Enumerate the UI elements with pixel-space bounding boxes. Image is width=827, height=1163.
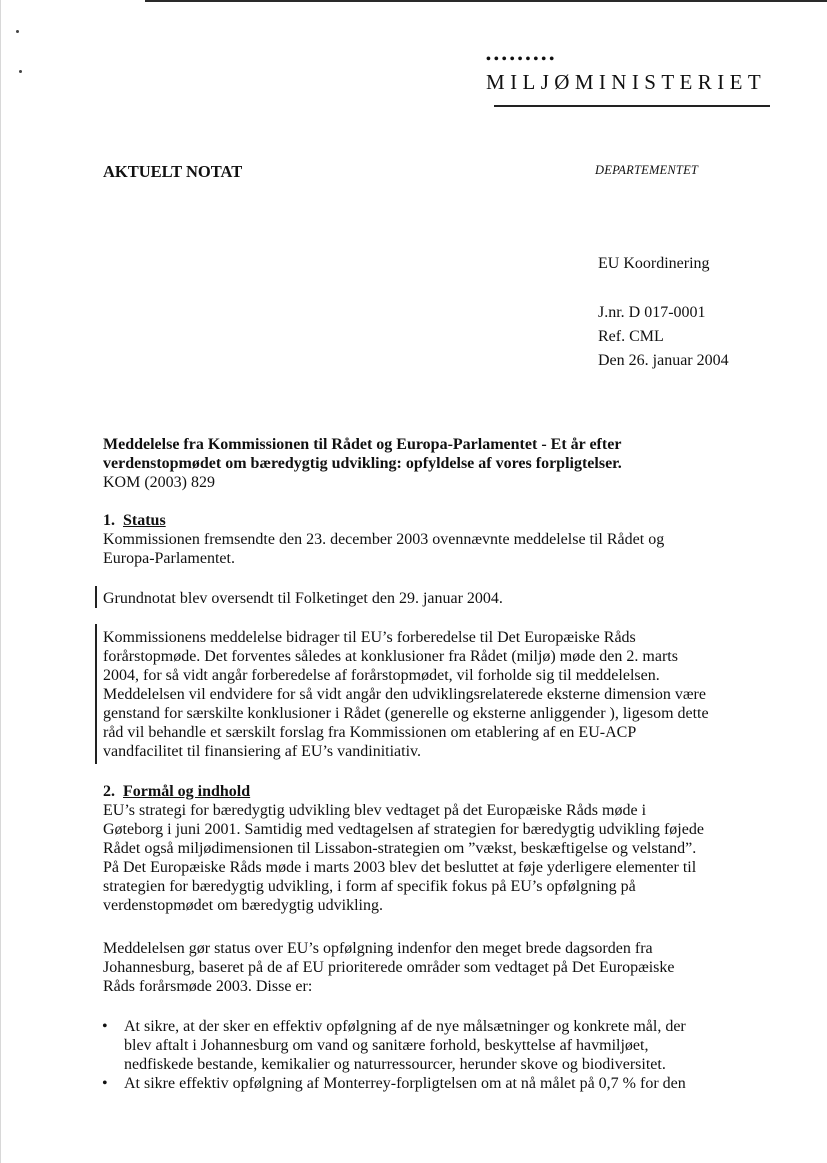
ministry-name: MILJØMINISTERIET — [486, 70, 767, 94]
section-2-para-2 — [103, 939, 743, 996]
text-line: EU’s strategi for bæredygtig udvikling blev vedtaget på det Europæiske Råds møde i — [103, 802, 647, 819]
text-line: Europa-Parlamentet. — [103, 550, 235, 567]
section-1-number: 1. — [103, 512, 115, 529]
text-line: Meddelelsen vil endvidere for så vidt angår den udviklingsrelaterede eksterne dimension være — [103, 686, 706, 703]
section-1-heading — [103, 511, 743, 530]
text-line: verdenstopmødet om bæredygtig udvikling. — [103, 897, 383, 914]
text-line: Johannesburg, baseret på de af EU prioriterede områder som vedtaget på Det Europæiske — [103, 959, 675, 976]
text-line: Kommissionens meddelelse bidrager til EU’s forberedelse til Det Europæiske Råds — [103, 629, 636, 646]
text-line: Gøteborg i juni 2001. Samtidig med vedtagelsen af strategien for bæredygtig udvikling føjede — [103, 821, 704, 838]
text-line: vandfacilitet til finansiering af EU’s vandinitiativ. — [103, 743, 421, 760]
text-line: På Det Europæiske Råds møde i marts 2003 blev det besluttet at føje yderligere elementer til — [103, 859, 697, 876]
subject-line-1: Meddelelse fra Kommissionen til Rådet og Europa-Parlamentet - Et år efter — [103, 436, 622, 453]
scan-left-edge — [0, 0, 1, 1163]
subject-line-2: verdenstopmødet om bæredygtig udvikling: opfyldelse af vores forpligtelser. — [103, 455, 622, 472]
text-line: forårstopmøde. Det forventes således at konklusioner fra Rådet (miljø) møde den 2. marts — [103, 648, 678, 665]
scan-speck — [16, 30, 19, 33]
list-item — [100, 1074, 750, 1093]
text-line: Råds forårsmøde 2003. Disse er: — [103, 978, 313, 995]
department-label: DEPARTEMENTET — [595, 163, 699, 177]
section-1-title: Status — [123, 512, 166, 529]
text-line: råd vil behandle et særskilt forslag fra Kommissionen om etablering af en EU-ACP — [103, 724, 637, 741]
section-2-heading — [103, 782, 743, 801]
text-line: genstand for særskilte konklusioner i Rådet (generelle og eksterne anliggender ), ligesom dette — [103, 705, 709, 722]
text-line: At sikre, at der sker en effektiv opfølgning af de nye målsætninger og konkrete mål, der — [124, 1018, 686, 1035]
bullet-icon: • — [102, 1018, 108, 1035]
text-line: Rådet også miljødimensionen til Lissabon-strategien om ”vækst, beskæftigelse og velstand”. — [103, 840, 697, 857]
letterhead-rule — [494, 105, 770, 107]
priority-list — [100, 1017, 750, 1093]
text-line: Kommissionen fremsendte den 23. december 2003 ovennævnte meddelelse til Rådet og — [103, 531, 665, 548]
text-line: nedfiskede bestande, kemikalier og naturressourcer, herunder skove og biodiversitet. — [124, 1056, 666, 1073]
scan-speck — [19, 70, 22, 73]
section-1-para-1 — [103, 530, 743, 568]
section-2-para-1 — [103, 801, 763, 915]
letterhead-dots: ••••••••• — [486, 52, 558, 67]
reference-code: Ref. CML — [598, 328, 664, 345]
document-date: Den 26. januar 2004 — [598, 352, 729, 369]
subject-kom: KOM (2003) 829 — [103, 474, 215, 491]
section-2-number: 2. — [103, 783, 115, 800]
section-1-para-2: Grundnotat blev oversendt til Folketinget den 29. januar 2004. — [103, 590, 503, 607]
document-type: AKTUELT NOTAT — [103, 162, 243, 181]
text-line: strategien for bæredygtig udvikling, i form af specifik fokus på EU’s opfølgning på — [103, 878, 636, 895]
unit-label: EU Koordinering — [598, 255, 710, 272]
text-line: 2004, for så vidt angår forberedelse af forårstopmødet, vil forholde sig til meddelelsen. — [103, 667, 660, 684]
text-line: At sikre effektiv opfølgning af Monterrey-forpligtelsen om at nå målet på 0,7 % for den — [124, 1075, 686, 1092]
list-item — [100, 1017, 750, 1074]
change-bar — [95, 624, 97, 764]
text-line: blev aftalt i Johannesburg om vand og sanitære forhold, beskyttelse af havmiljøet, — [124, 1037, 649, 1054]
section-1-para-3 — [103, 628, 753, 761]
journal-number: J.nr. D 017-0001 — [598, 304, 706, 321]
scan-top-line — [145, 0, 827, 2]
bullet-icon: • — [102, 1075, 108, 1092]
change-bar — [95, 586, 97, 608]
text-line: Meddelelsen gør status over EU’s opfølgning indenfor den meget brede dagsorden fra — [103, 940, 653, 957]
section-2-title: Formål og indhold — [123, 783, 251, 800]
